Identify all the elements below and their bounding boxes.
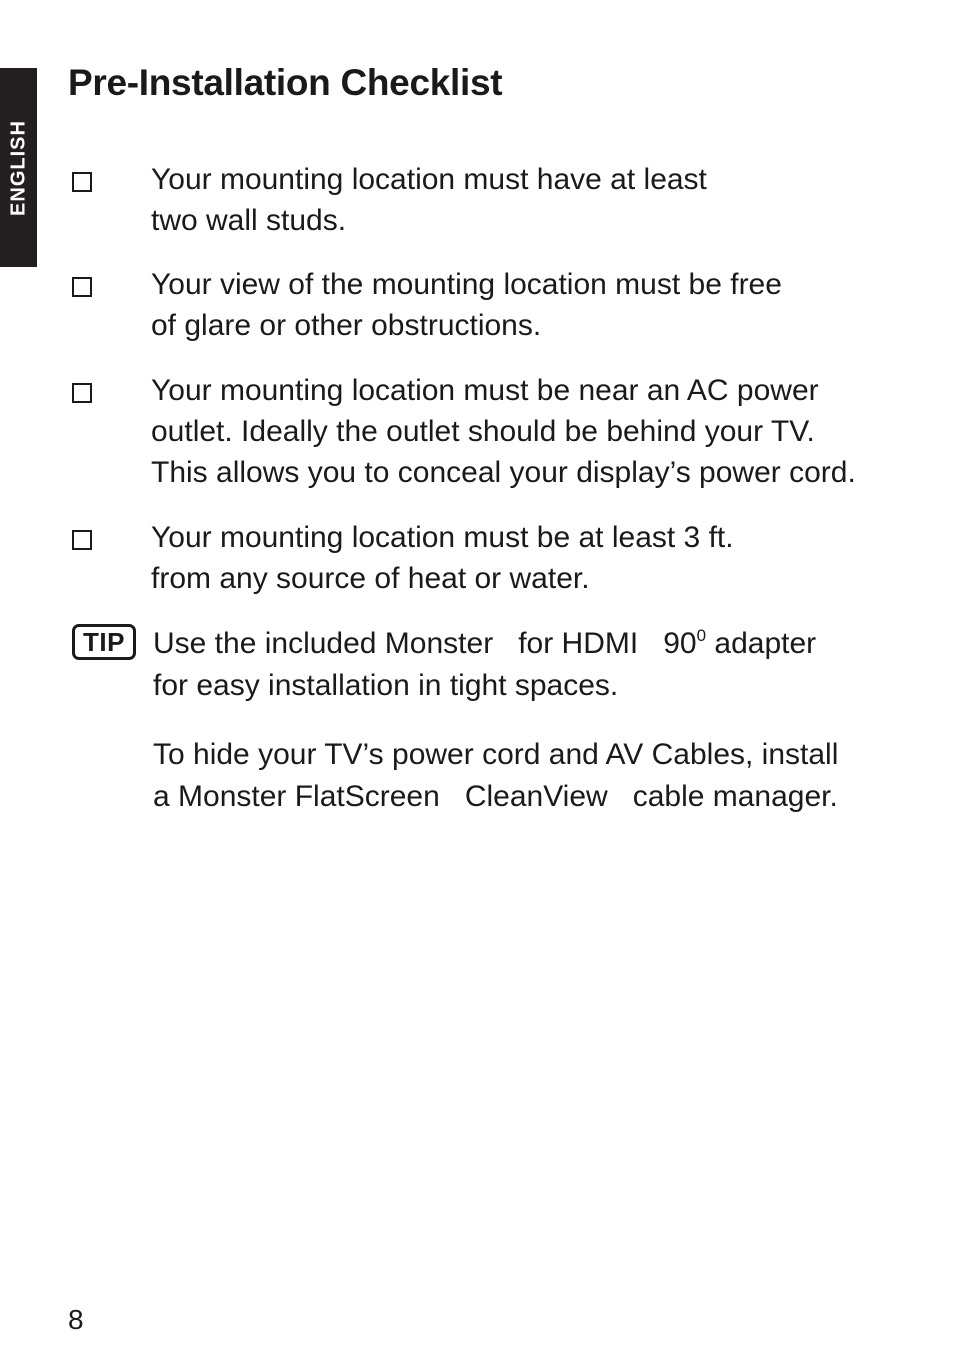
checklist-item-text <box>151 370 856 493</box>
page-title: Pre-Installation Checklist <box>68 62 503 103</box>
language-tab <box>0 68 37 267</box>
checklist-item-text <box>151 517 734 599</box>
checklist-line: Your mounting location must be at least 3 ft. <box>151 521 734 554</box>
tip-text-segment: cable manager. <box>632 780 838 813</box>
checklist-line: This allows you to conceal your display’s power cord. <box>151 456 856 489</box>
checklist-line: from any source of heat or water. <box>151 562 590 595</box>
tip-paragraph-adapter <box>153 623 816 707</box>
tip-line <box>153 776 838 818</box>
checkbox[interactable] <box>72 383 92 403</box>
checklist-line: two wall studs. <box>151 204 347 237</box>
checklist-line: Your mounting location must be near an AC power <box>151 374 819 407</box>
tip-paragraph-cable-manager <box>153 734 838 818</box>
checklist-line: of glare or other obstructions. <box>151 309 542 342</box>
language-tab-label: ENGLISH <box>7 119 29 216</box>
tip-text-segment: 90 <box>663 627 697 660</box>
checklist-item-text <box>151 159 707 241</box>
checkbox[interactable] <box>72 530 92 550</box>
checklist-line: Your view of the mounting location must be free <box>151 268 782 301</box>
checkbox[interactable] <box>72 277 92 297</box>
tip-text-segment: adapter <box>714 627 817 660</box>
tip-text-segment: a Monster FlatScreen <box>153 780 440 813</box>
checklist-line: Your mounting location must have at least <box>151 163 707 196</box>
checkbox[interactable] <box>72 172 92 192</box>
tip-text-segment: Use the included Monster <box>153 627 494 660</box>
degree-superscript: 0 <box>696 626 707 645</box>
tip-line: To hide your TV’s power cord and AV Cables, install <box>153 738 839 771</box>
tip-badge: TIP <box>72 624 136 660</box>
tip-text-segment: CleanView <box>464 780 608 813</box>
tip-line <box>153 623 816 665</box>
page-number: 8 <box>68 1304 84 1335</box>
checklist-item-text <box>151 264 782 346</box>
tip-text-segment: for HDMI <box>518 627 639 660</box>
checklist-line: outlet. Ideally the outlet should be behind your TV. <box>151 415 815 448</box>
tip-line: for easy installation in tight spaces. <box>153 669 619 702</box>
